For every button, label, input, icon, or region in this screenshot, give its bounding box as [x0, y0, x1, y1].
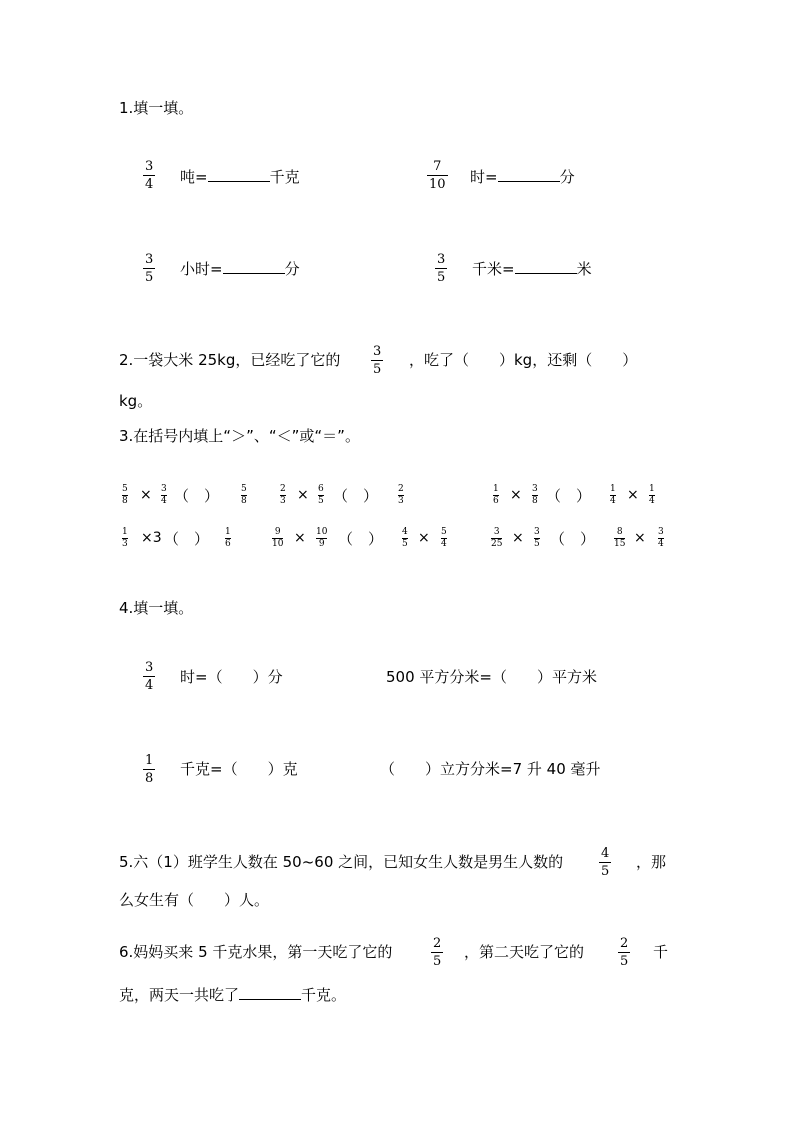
q1-item1-fraction: 3 4	[145, 159, 154, 192]
q1-item2-fraction: 7 10	[429, 159, 446, 192]
compare-paren[interactable]: （ ）	[338, 530, 384, 548]
q4-item3-fraction: 1 8	[145, 753, 154, 786]
answer-blank[interactable]	[208, 167, 270, 182]
compare-paren[interactable]: （ ）	[546, 487, 592, 505]
q2-fraction: 3 5	[373, 344, 382, 377]
q3-r2e1-a: 1 3	[122, 527, 128, 549]
times-sign: ×	[418, 530, 430, 546]
compare-paren[interactable]: （ ）	[174, 487, 220, 505]
times-three: ×3	[141, 530, 162, 546]
q1-item3-fraction: 3 5	[145, 252, 154, 285]
q5-text-c: 么女生有（ ）人。	[119, 891, 270, 909]
q3-r1e1-b: 3 4	[161, 484, 167, 506]
times-sign: ×	[627, 487, 639, 503]
q3-r2e3-b: 3 5	[534, 527, 540, 549]
q5-fraction: 4 5	[601, 846, 610, 879]
q3-r2e2-r2: 5 4	[441, 527, 447, 549]
times-sign: ×	[634, 530, 646, 546]
q3-title: 3.在括号内填上“＞”、“＜”或“＝”。	[119, 427, 360, 445]
q6-fraction-2: 2 5	[620, 936, 629, 969]
q6-line2: 克，两天一共吃了 千克。	[119, 986, 347, 1004]
q1-item4: 千米= 米	[472, 260, 592, 278]
q2-text-c: kg。	[119, 392, 153, 410]
q5-text-b: ，那	[636, 853, 667, 871]
q3-r1e1-r: 5 8	[241, 484, 247, 506]
q4-item1-fraction: 3 4	[145, 660, 154, 693]
q6-text-a: 6.妈妈买来 5 千克水果，第一天吃了它的	[119, 943, 393, 961]
q3-r2e1-r: 1 6	[225, 527, 231, 549]
answer-blank[interactable]	[223, 259, 285, 274]
compare-paren[interactable]: （ ）	[333, 487, 379, 505]
q1-item3: 小时= 分	[180, 260, 300, 278]
q5-text-a: 5.六（1）班学生人数在 50~60 之间，已知女生人数是男生人数的	[119, 853, 564, 871]
answer-blank[interactable]	[239, 985, 301, 1000]
q3-r2e2-b: 10 9	[316, 527, 328, 549]
q4-item4: （ ）立方分米=7 升 40 毫升	[380, 760, 601, 778]
q3-r2e2-r: 4 5	[402, 527, 408, 549]
q3-r1e3-r: 1 4	[610, 484, 616, 506]
q6-fraction-1: 2 5	[433, 936, 442, 969]
q3-r2e3-a: 3 25	[491, 527, 503, 549]
q3-r1e3-a: 1 6	[493, 484, 499, 506]
q3-r2e3-r2: 3 4	[658, 527, 664, 549]
times-sign: ×	[510, 487, 522, 503]
q3-r2e2-a: 9 10	[272, 527, 284, 549]
times-sign: ×	[297, 487, 309, 503]
q2-text-a: 2.一袋大米 25kg，已经吃了它的	[119, 351, 341, 369]
q2-text-b: ，吃了（ ）kg，还剩（ ）	[409, 351, 638, 369]
q6-text-c: 千	[653, 943, 669, 961]
q3-r1e3-b: 3 8	[532, 484, 538, 506]
answer-blank[interactable]	[498, 167, 560, 182]
q3-r1e2-r: 2 3	[398, 484, 404, 506]
times-sign: ×	[140, 487, 152, 503]
q4-item1: 时=（ ）分	[180, 668, 283, 686]
q6-text-b: ，第二天吃了它的	[464, 943, 585, 961]
q4-title: 4.填一填。	[119, 599, 194, 617]
compare-paren[interactable]: （ ）	[550, 530, 596, 548]
q4-item2: 500 平方分米=（ ）平方米	[386, 668, 597, 686]
compare-paren[interactable]: （ ）	[164, 530, 210, 548]
q4-item3: 千克=（ ）克	[180, 760, 298, 778]
q3-r1e1-a: 5 8	[122, 484, 128, 506]
q3-r1e2-a: 2 3	[280, 484, 286, 506]
q1-title: 1.填一填。	[119, 99, 194, 117]
times-sign: ×	[512, 530, 524, 546]
times-sign: ×	[294, 530, 306, 546]
answer-blank[interactable]	[515, 259, 577, 274]
q3-r1e3-r2: 1 4	[649, 484, 655, 506]
q1-item2: 时= 分	[470, 168, 575, 186]
q1-item4-fraction: 3 5	[437, 252, 446, 285]
q3-r1e2-b: 6 5	[318, 484, 324, 506]
q1-item1: 吨= 千克	[180, 168, 300, 186]
q3-r2e3-r: 8 15	[614, 527, 626, 549]
